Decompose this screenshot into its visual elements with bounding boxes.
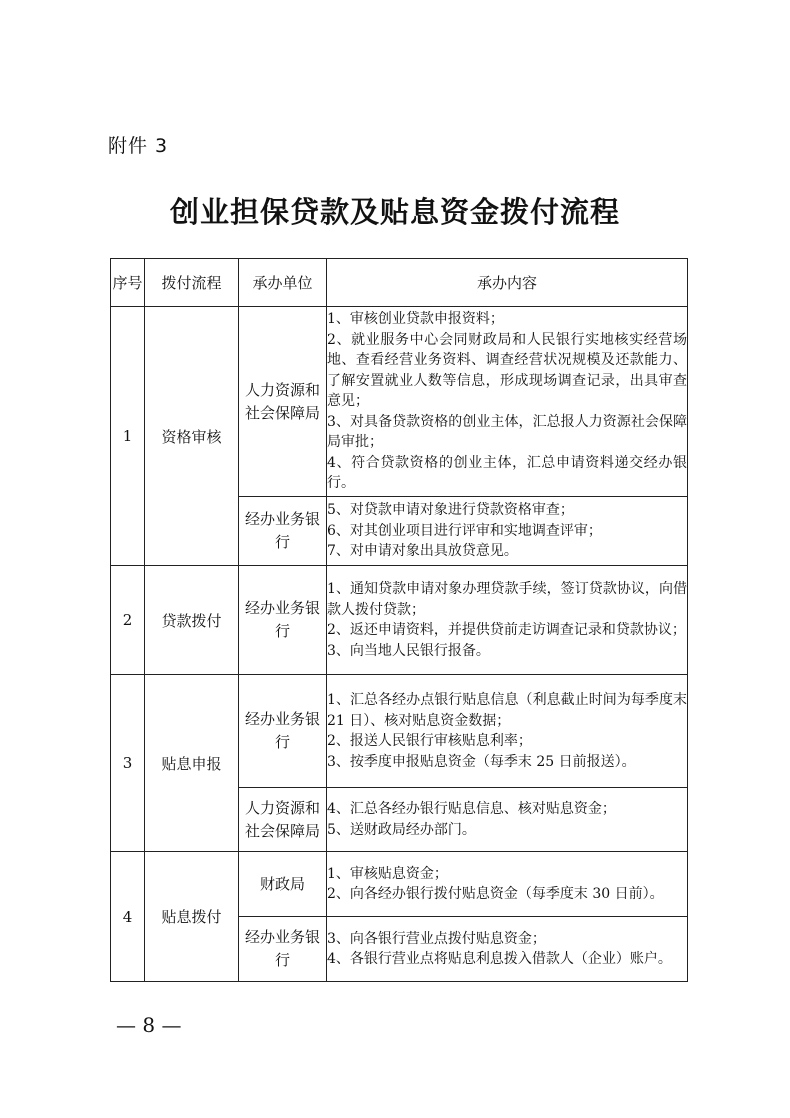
attachment-label: 附件 3: [108, 135, 169, 157]
row-unit: 经办业务银行: [239, 566, 327, 675]
content-item: 3、对具备贷款资格的创业主体，汇总报人力资源社会保障局审批；: [327, 413, 687, 451]
content-item: 3、向当地人民银行报备。: [327, 642, 490, 659]
content-item: 7、对申请对象出具放贷意见。: [327, 543, 518, 560]
content-item: 1、汇总各经办点银行贴息信息（利息截止时间为每季度末 21 日）、核对贴息资金数据；: [327, 692, 687, 729]
table-row: [111, 852, 688, 917]
row-content: [327, 497, 688, 566]
row-process: 贴息拨付: [145, 852, 239, 982]
row-process: 资格审核: [145, 307, 239, 566]
row-content: [327, 788, 688, 852]
content-item: 2、报送人民银行审核贴息利率；: [327, 733, 532, 749]
row-process: 贷款拨付: [145, 566, 239, 675]
content-item: 2、返还申请资料，并提供贷前走访调查记录和贷款协议；: [327, 622, 686, 638]
content-item: 1、通知贷款申请对象办理贷款手续，签订贷款协议，向借款人拨付贷款；: [327, 581, 687, 618]
page-number: — 8 —: [116, 1013, 182, 1037]
content-item: 3、按季度申报贴息资金（每季末 25 日前报送）。: [327, 753, 636, 770]
table-row: [111, 675, 688, 788]
process-table: [110, 258, 688, 982]
row-unit: 人力资源和社会保障局: [239, 307, 327, 497]
table-header-row: [111, 259, 688, 307]
row-process: 贴息申报: [145, 675, 239, 852]
content-item: 4、汇总各经办银行贴息信息、核对贴息资金；: [327, 801, 616, 817]
row-unit: 经办业务银行: [239, 497, 327, 566]
content-item: 5、对贷款申请对象进行贷款资格审查；: [327, 502, 574, 519]
content-item: 5、送财政局经办部门。: [327, 821, 476, 838]
content-item: 1、审核创业贷款申报资料；: [327, 311, 504, 328]
header-process: 拨付流程: [145, 259, 239, 307]
row-content: [327, 675, 688, 788]
document-title: 创业担保贷款及贴息资金拨付流程: [169, 195, 620, 229]
row-number: 3: [111, 675, 145, 852]
row-content: [327, 566, 688, 675]
header-content: 承办内容: [327, 259, 688, 307]
row-unit: 经办业务银行: [239, 917, 327, 982]
content-item: 4、符合贷款资格的创业主体，汇总申请资料递交经办银行。: [327, 454, 687, 492]
row-unit: 人力资源和社会保障局: [239, 788, 327, 852]
content-item: 1、审核贴息资金；: [327, 865, 448, 882]
row-content: [327, 852, 688, 917]
content-item: 2、就业服务中心会同财政局和人民银行实地核实经营场地、查看经营业务资料、调查经营状况规模及还款能力、了解安置就业人数等信息，形成现场调查记录，出具审查意见；: [327, 331, 687, 410]
table-row: [111, 307, 688, 497]
row-unit: 财政局: [239, 852, 327, 917]
header-number: 序号: [111, 259, 145, 307]
row-content: [327, 917, 688, 982]
table-row: [111, 566, 688, 675]
header-unit: 承办单位: [239, 259, 327, 307]
content-item: 4、各银行营业点将贴息利息拨入借款人（企业）账户。: [327, 951, 672, 967]
row-number: 1: [111, 307, 145, 566]
row-content: [327, 307, 688, 497]
row-number: 2: [111, 566, 145, 675]
content-item: 2、向各经办银行拨付贴息资金（每季度末 30 日前）。: [327, 886, 664, 902]
row-unit: 经办业务银行: [239, 675, 327, 788]
content-item: 6、对其创业项目进行评审和实地调查评审；: [327, 522, 602, 539]
content-item: 3、向各银行营业点拨付贴息资金；: [327, 930, 546, 947]
row-number: 4: [111, 852, 145, 982]
